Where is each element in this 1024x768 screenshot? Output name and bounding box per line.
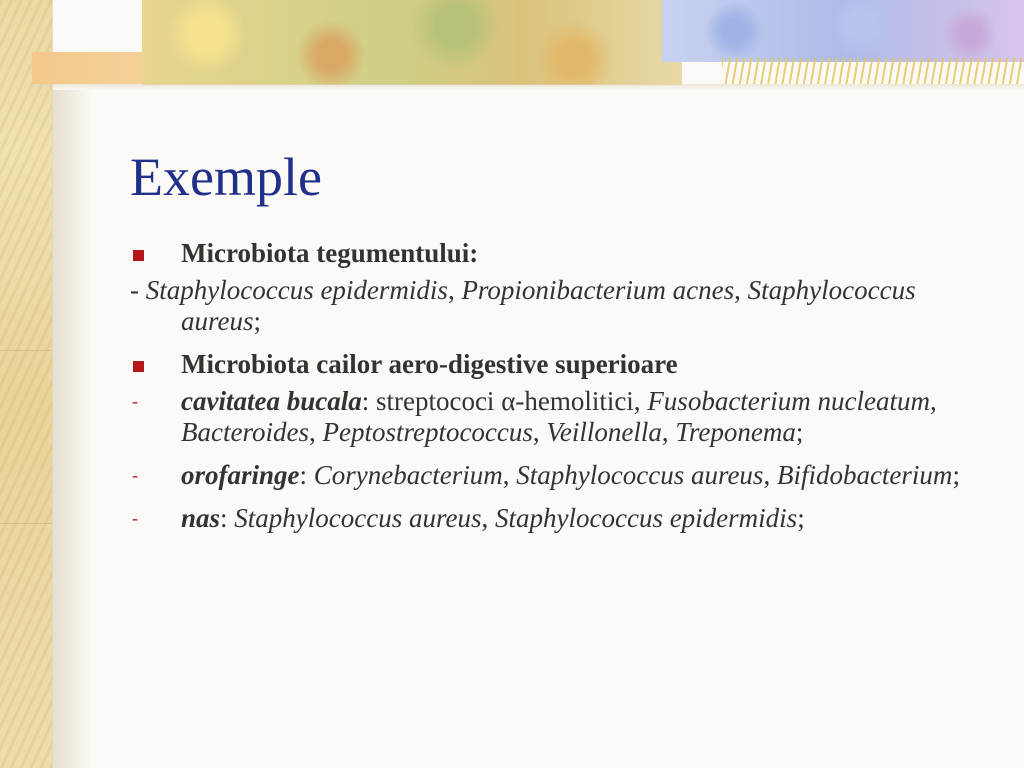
slide-title: Exemple <box>130 147 322 207</box>
species-staph-epidermidis: Staphylococcus epidermidis <box>145 275 448 305</box>
banner-blue-flowers-image <box>662 0 1024 62</box>
species-bifidobacterium: Bifidobacterium <box>776 460 953 490</box>
list-item-oropharynx: - orofaringe: Corynebacterium, Staphylococcus aureus, Bifidobacterium; <box>132 460 960 490</box>
square-bullet-icon <box>133 361 144 372</box>
site-oral-cavity: cavitatea bucala <box>181 386 362 416</box>
list-item-upper-tract-heading <box>130 349 1000 380</box>
species-corynebacterium: Corynebacterium <box>313 460 503 490</box>
dash-bullet: - <box>132 465 138 485</box>
left-shadow <box>52 90 92 768</box>
list-item-skin-species: - Staphylococcus epidermidis, Propionibacterium acnes, Staphylococcus aureus; <box>130 275 916 336</box>
skin-dash: - <box>130 275 146 305</box>
skin-heading: Microbiota tegumentului: <box>181 238 479 268</box>
dash-bullet: - <box>132 391 138 411</box>
site-oropharynx: orofaringe <box>181 460 300 490</box>
left-decorative-strip <box>0 0 53 768</box>
slide-body <box>130 238 1000 534</box>
species-staph-epidermidis: Staphylococcus epidermidis <box>495 503 798 533</box>
species-treponema: Treponema <box>675 417 796 447</box>
top-decorative-banner <box>32 0 1024 90</box>
dash-bullet: - <box>132 508 138 528</box>
alpha-symbol: α <box>501 386 516 416</box>
banner-leaf-image <box>142 0 682 85</box>
list-item-skin-heading <box>130 238 1000 269</box>
species-staph-aureus: Staphylococcus aureus <box>516 460 764 490</box>
banner-shadow <box>32 84 1024 90</box>
banner-grass <box>722 58 1022 84</box>
species-staph-aureus: Staphylococcus aureus <box>234 503 482 533</box>
species-staph-aureus: Staphylococcus aureus <box>181 275 916 336</box>
species-bacteroides: Bacteroides <box>181 417 309 447</box>
square-bullet-icon <box>133 250 144 261</box>
list-item-oral-cavity: - cavitatea bucala: streptococi α-hemolitici, Fusobacterium nucleatum, Bacteroides, Peptostreptococcus, Veillonella, Treponema; <box>132 386 937 447</box>
species-veillonella: Veillonella <box>546 417 662 447</box>
species-fusobacterium: Fusobacterium nucleatum <box>647 386 931 416</box>
site-nose: nas <box>181 503 221 533</box>
list-item-nose: - nas: Staphylococcus aureus, Staphylococcus epidermidis; <box>132 503 805 533</box>
species-peptostreptococcus: Peptostreptococcus <box>322 417 533 447</box>
species-propionibacterium: Propionibacterium acnes <box>461 275 735 305</box>
upper-tract-heading: Microbiota cailor aero-digestive superioare <box>181 349 678 379</box>
